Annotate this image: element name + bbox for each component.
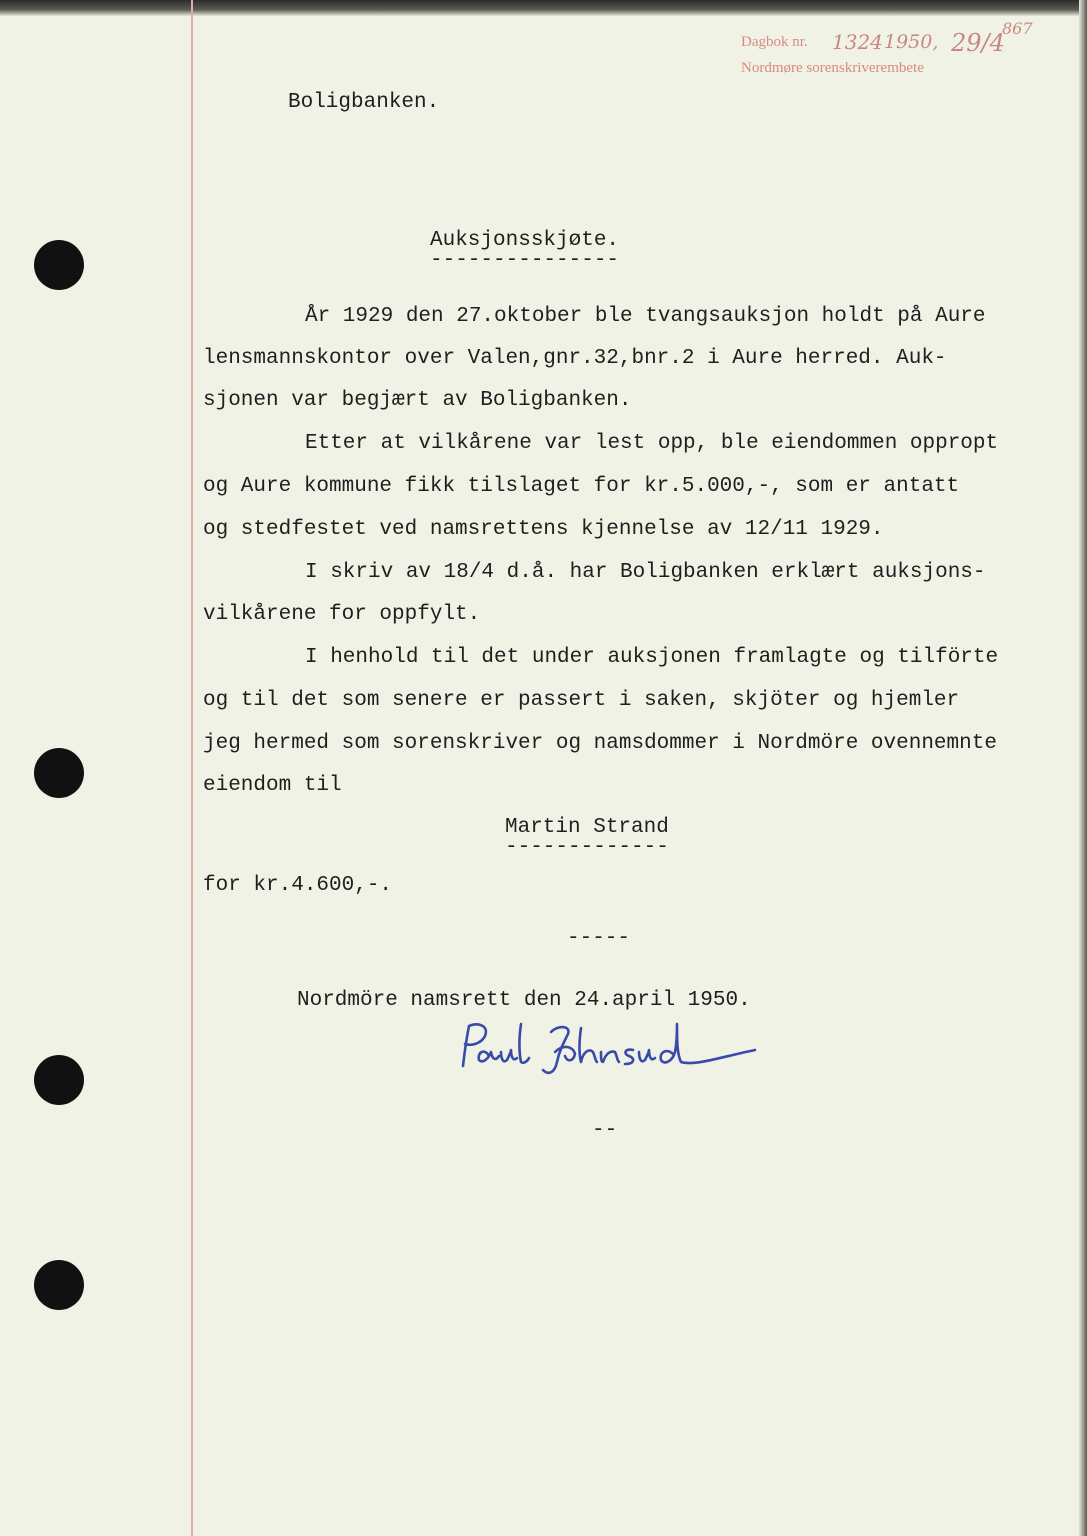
- body-line-9: I henhold til det under auksjonen framlagte og tilförte: [305, 646, 999, 669]
- margin-line: [191, 0, 193, 1536]
- body-line-11: jeg hermed som sorenskriver og namsdommer i Nordmöre ovennemnte: [203, 732, 997, 755]
- body-line-1: År 1929 den 27.oktober ble tvangsauksjon holdt på Aure: [305, 305, 986, 328]
- body-line-5: og Aure kommune fikk tilslaget for kr.5.000,-, som er antatt: [203, 475, 960, 498]
- body-line-7: I skriv av 18/4 d.å. har Boligbanken erklært auksjons-: [305, 561, 986, 584]
- end-mark: --: [592, 1119, 618, 1142]
- stamp-line2: Nordmøre sorenskriverembete: [741, 60, 924, 76]
- stamp-prefix: Dagbok nr.: [741, 34, 808, 50]
- punch-hole: [34, 1260, 84, 1310]
- stamp-year: 1950,: [884, 31, 939, 53]
- body-line-2: lensmannskontor over Valen,gnr.32,bnr.2 i Aure herred. Auk-: [203, 347, 947, 370]
- signature: [455, 1018, 765, 1078]
- scan-edge-right: [1079, 0, 1087, 1536]
- punch-hole: [34, 748, 84, 798]
- body-line-4: Etter at vilkårene var lest opp, ble eiendommen oppropt: [305, 432, 999, 455]
- body-line-8: vilkårene for oppfylt.: [203, 603, 481, 626]
- separator: -----: [567, 927, 631, 950]
- stamp-date: 29/4: [951, 29, 1005, 57]
- body-line-3: sjonen var begjært av Boligbanken.: [203, 389, 632, 412]
- title-underline: ---------------: [430, 249, 620, 272]
- price-line: for kr.4.600,-.: [203, 874, 393, 897]
- recipient: Boligbanken.: [288, 91, 440, 114]
- buyer-name: Martin Strand: [505, 816, 669, 839]
- buyer-underline: -------------: [505, 836, 669, 859]
- place-date: Nordmöre namsrett den 24.april 1950.: [297, 989, 751, 1012]
- body-line-6: og stedfestet ved namsrettens kjennelse av 12/11 1929.: [203, 518, 884, 541]
- scan-edge-top: [0, 0, 1087, 16]
- punch-hole: [34, 240, 84, 290]
- stamp-line1: [741, 34, 808, 51]
- body-line-12: eiendom til: [203, 774, 342, 797]
- document-title: Auksjonsskjøte.: [430, 229, 620, 252]
- body-line-10: og til det som senere er passert i saken, skjöter og hjemler: [203, 689, 960, 712]
- punch-hole: [34, 1055, 84, 1105]
- stamp-number: 1324: [832, 30, 883, 54]
- page-number: 867: [1002, 19, 1033, 38]
